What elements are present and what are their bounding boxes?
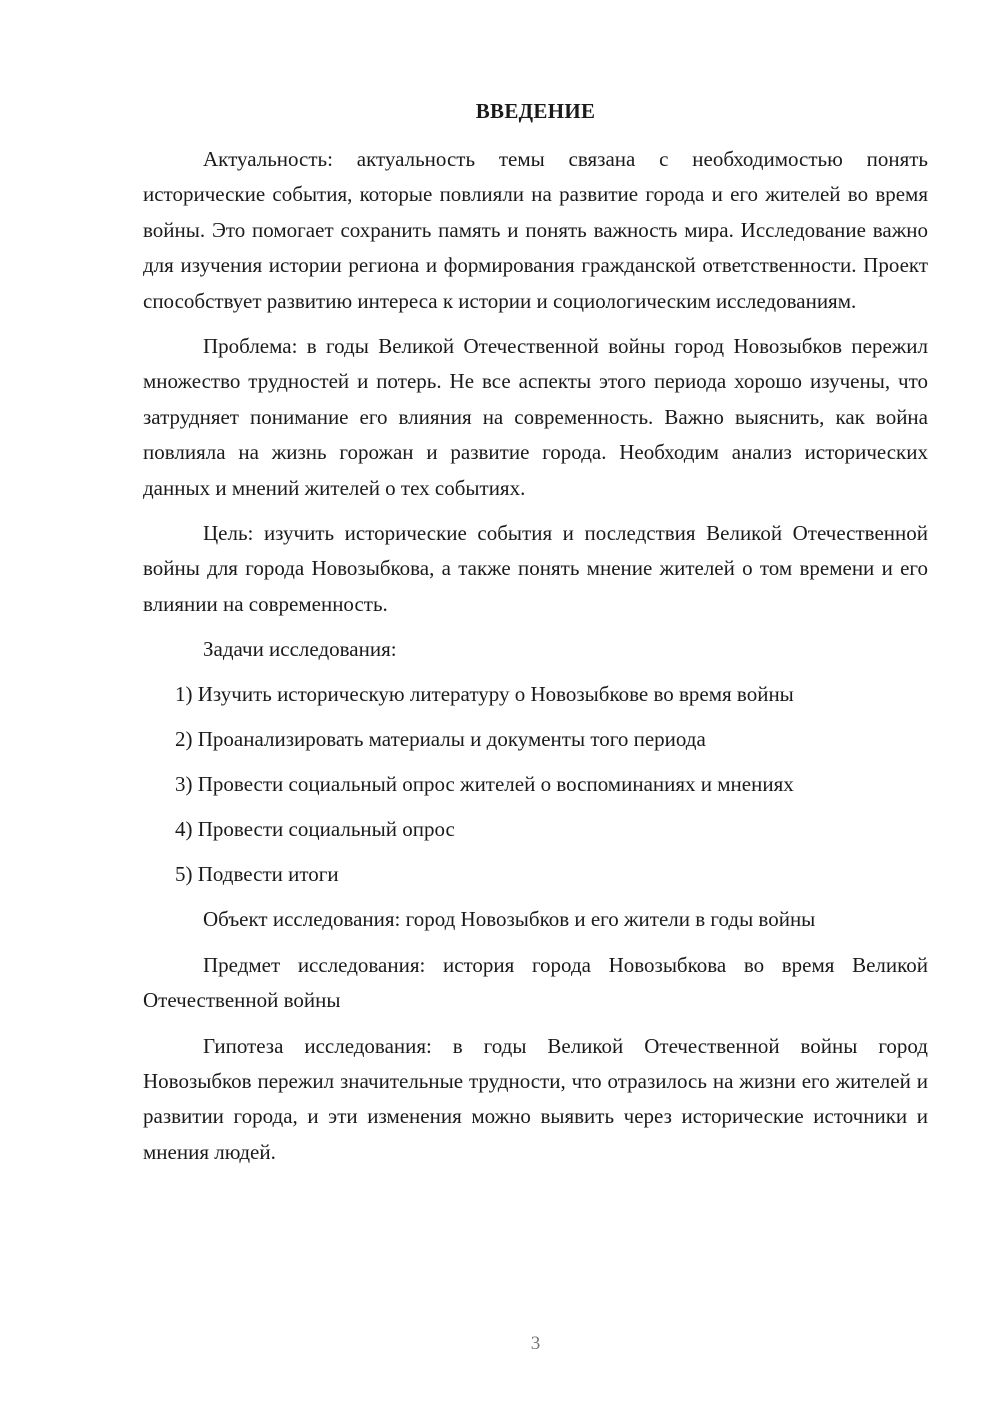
document-page: [143, 0, 928, 1414]
document-body: [143, 142, 928, 1180]
list-item: 3) Провести социальный опрос жителей о воспоминаниях и мнениях: [175, 772, 794, 797]
paragraph-subject: Предмет исследования: история города Новозыбкова во время Великой Отечественной войны: [143, 952, 928, 1013]
tasks-list: [143, 677, 928, 892]
list-item: 4) Провести социальный опрос: [175, 817, 455, 842]
paragraph-problem: Проблема: в годы Великой Отечественной войны город Новозыбков пережил множество трудностей и потерь. Не все аспекты этого периода хорошо изучены, что затрудняет понимание его влияния на современность. Важно выяснить, как война повлияла на жизнь горожан и развитие города. Необходим анализ исторических данных и мнений жителей о тех событиях.: [143, 334, 928, 500]
list-item: 2) Проанализировать материалы и документы того периода: [175, 727, 706, 752]
page-number: 3: [530, 1333, 541, 1354]
section-title: ВВЕДЕНИЕ: [475, 99, 596, 123]
list-item: 1) Изучить историческую литературу о Новозыбкове во время войны: [175, 682, 794, 707]
list-item: 5) Подвести итоги: [175, 862, 339, 887]
paragraph-hypothesis: Гипотеза исследования: в годы Великой Отечественной войны город Новозыбков пережил значительные трудности, что отразилось на жизни его жителей и развитии города, и эти изменения можно выявить через исторические источники и мнения людей.: [143, 1033, 928, 1164]
paragraph-object: Объект исследования: город Новозыбков и его жители в годы войны: [203, 907, 816, 932]
tasks-heading: Задачи исследования:: [203, 637, 397, 662]
paragraph-goal: Цель: изучить исторические события и последствия Великой Отечественной войны для города Новозыбкова, а также понять мнение жителей о том времени и его влиянии на современность.: [143, 521, 928, 616]
paragraph-relevance: Актуальность: актуальность темы связана с необходимостью понять исторические события, которые повлияли на развитие города и его жителей во время войны. Это помогает сохранить память и понять важность мира. Исследование важно для изучения истории региона и формирования гражданской ответственности. Проект способствует развитию интереса к истории и социологическим исследованиям.: [143, 147, 928, 313]
